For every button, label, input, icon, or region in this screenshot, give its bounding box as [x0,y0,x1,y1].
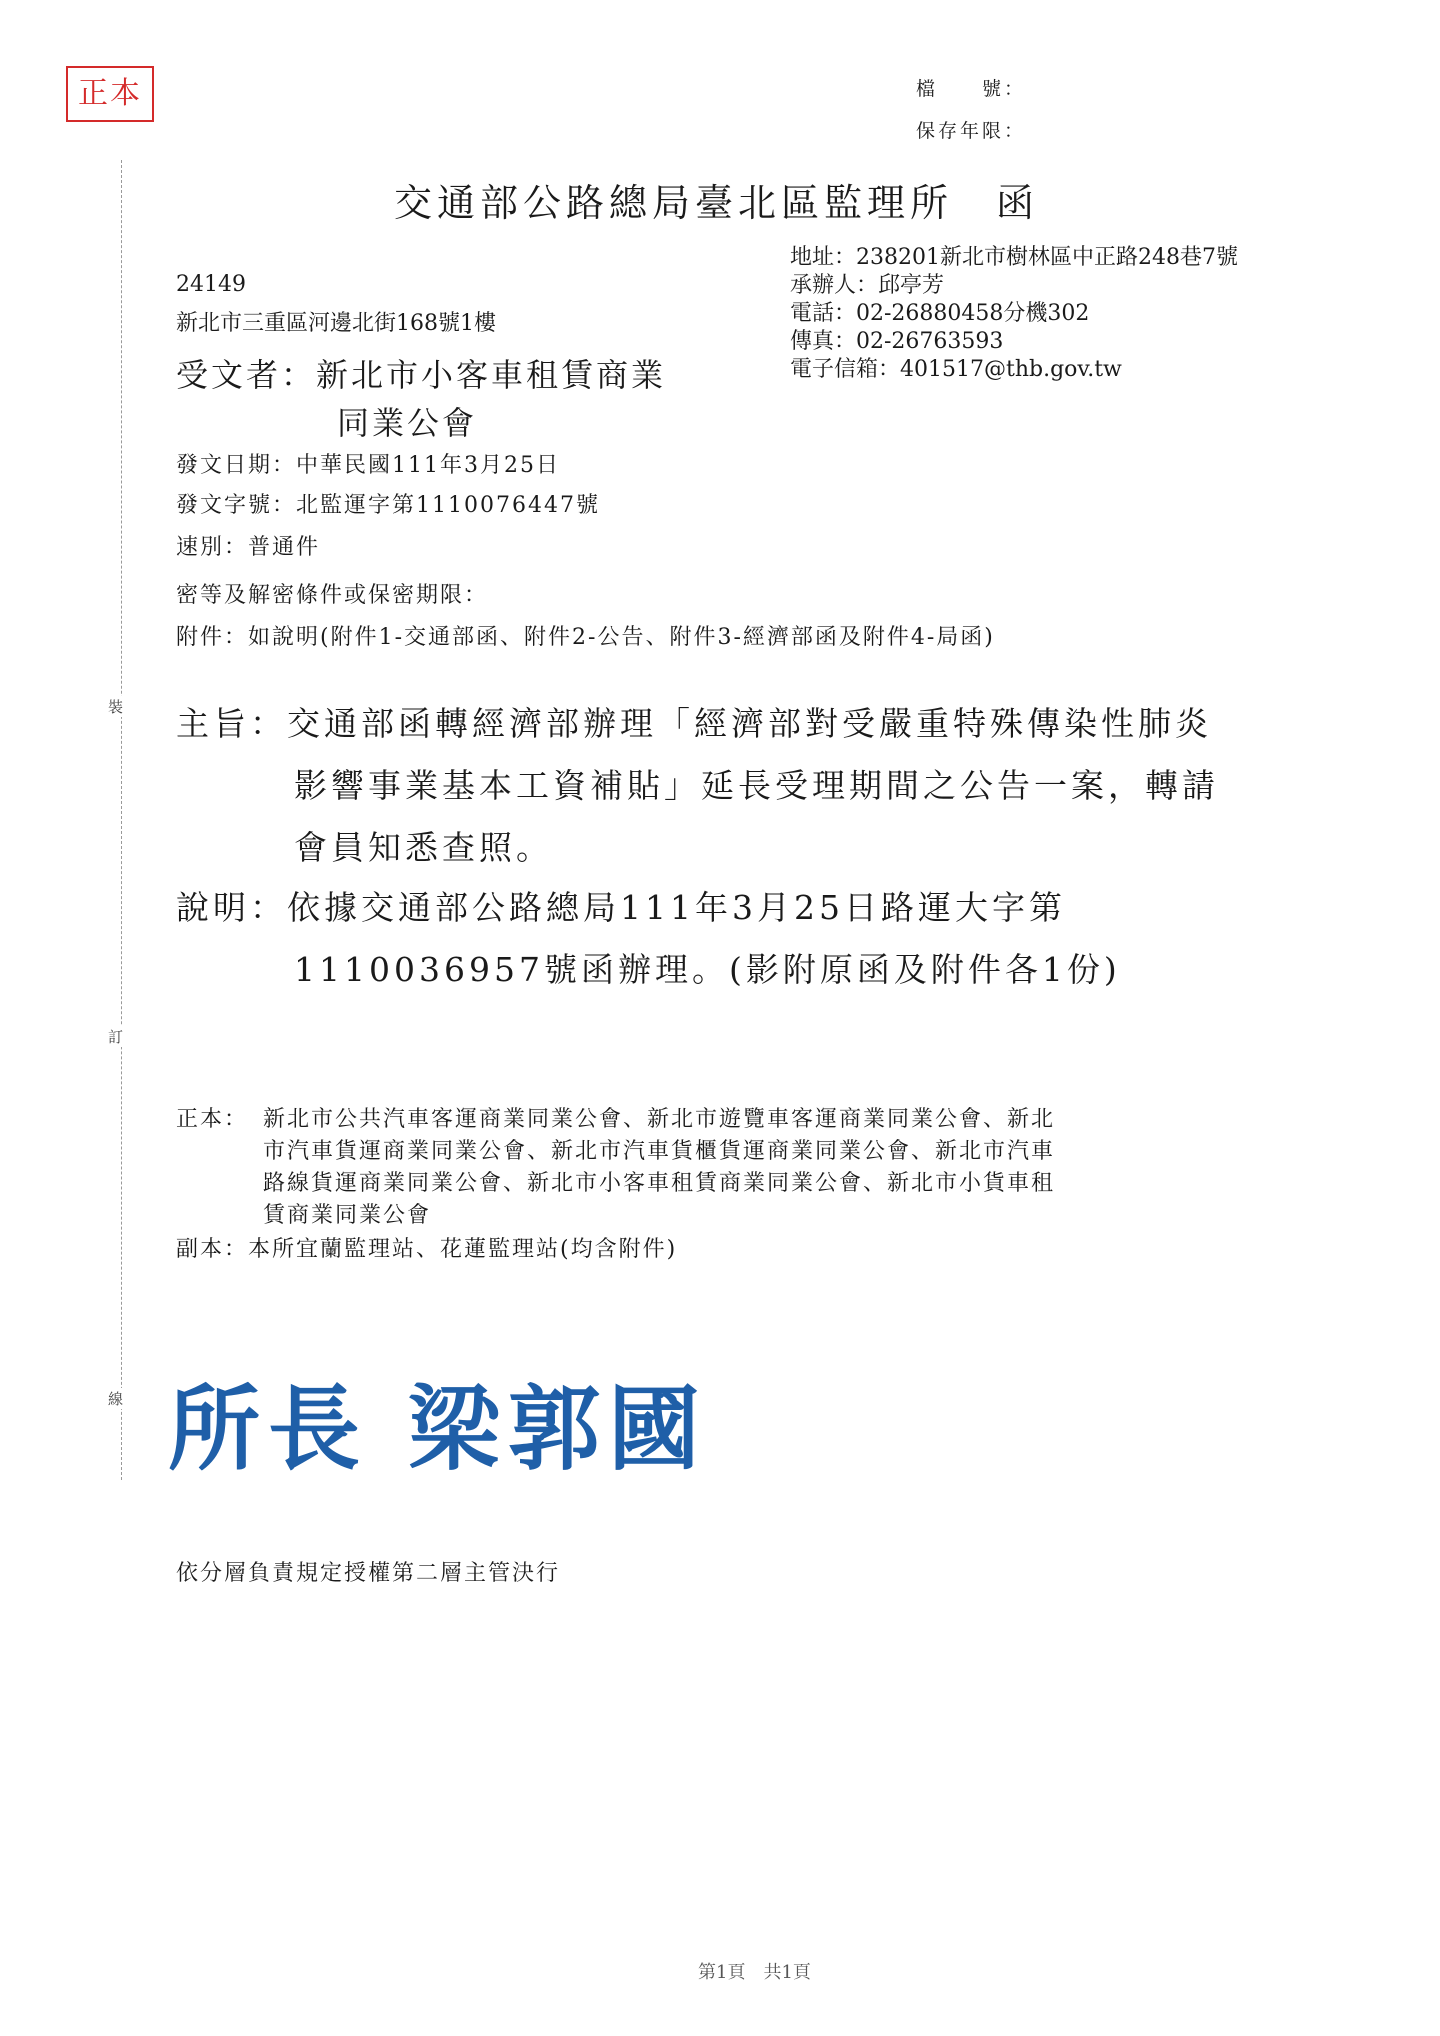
main-recipients-label: 正本： [176,1107,249,1132]
page-number: 第1頁 共1頁 [698,1962,811,1983]
recipient-address: 新北市三重區河邊北街168號1樓 [176,311,496,336]
binding-mark-ding: 訂 [108,1028,124,1046]
explanation-line-1: 說明：依據交通部公路總局111年3月25日路運大字第 [176,888,1066,927]
speed-category: 速別：普通件 [176,535,321,560]
sender-address: 地址：238201新北市樹林區中正路248巷7號 [790,245,1238,270]
sender-fax: 傳真：02-26763593 [790,329,1004,354]
delegation-note: 依分層負責規定授權第二層主管決行 [176,1561,561,1586]
main-recipients-line: 路線貨運商業同業公會、新北市小客車租賃商業同業公會、新北市小貨車租 [263,1171,1056,1196]
sender-handler: 承辦人：邱亭芳 [790,273,945,298]
recipient-postal-code: 24149 [176,272,246,297]
binding-mark-zhuang: 裝 [108,698,124,716]
attachments: 附件：如說明(附件1-交通部函、附件2-公告、附件3-經濟部函及附件4-局函) [176,625,995,650]
binding-line [121,160,122,1480]
main-recipients-line: 賃商業同業公會 [263,1203,432,1228]
issue-date: 發文日期：中華民國111年3月25日 [176,453,560,478]
secrecy-level: 密等及解密條件或保密期限： [176,583,489,608]
file-number-label: 檔 號： [916,78,1027,100]
addressee: 受文者：新北市小客車租賃商業 [176,356,667,394]
carbon-copy-recipients: 副本：本所宜蘭監理站、花蓮監理站(均含附件) [176,1237,678,1262]
sender-phone: 電話：02-26880458分機302 [790,301,1090,326]
main-recipients-line: 市汽車貨運商業同業公會、新北市汽車貨櫃貨運商業同業公會、新北市汽車 [263,1139,1056,1164]
document-title: 交通部公路總局臺北區監理所 函 [394,181,1040,225]
binding-mark-xian: 線 [108,1390,124,1408]
director-signature-stamp: 所長 梁郭國 [168,1376,709,1483]
sender-email: 電子信箱：401517@thb.gov.tw [790,357,1122,382]
document-number: 發文字號：北監運字第1110076447號 [176,493,600,518]
subject-line-1: 主旨：交通部函轉經濟部辦理「經濟部對受嚴重特殊傳染性肺炎 [176,704,1212,743]
retention-period-label: 保存年限： [916,120,1027,142]
main-recipients-line: 新北市公共汽車客運商業同業公會、新北市遊覽車客運商業同業公會、新北 [263,1107,1056,1132]
subject-line-2: 影響事業基本工資補貼」延長受理期間之公告一案，轉請 [294,766,1219,805]
addressee-continued: 同業公會 [337,404,478,442]
explanation-line-2: 1110036957號函辦理。(影附原函及附件各1份) [294,950,1121,989]
subject-line-3: 會員知悉查照。 [294,828,553,867]
original-copy-stamp: 正本 [66,66,154,122]
